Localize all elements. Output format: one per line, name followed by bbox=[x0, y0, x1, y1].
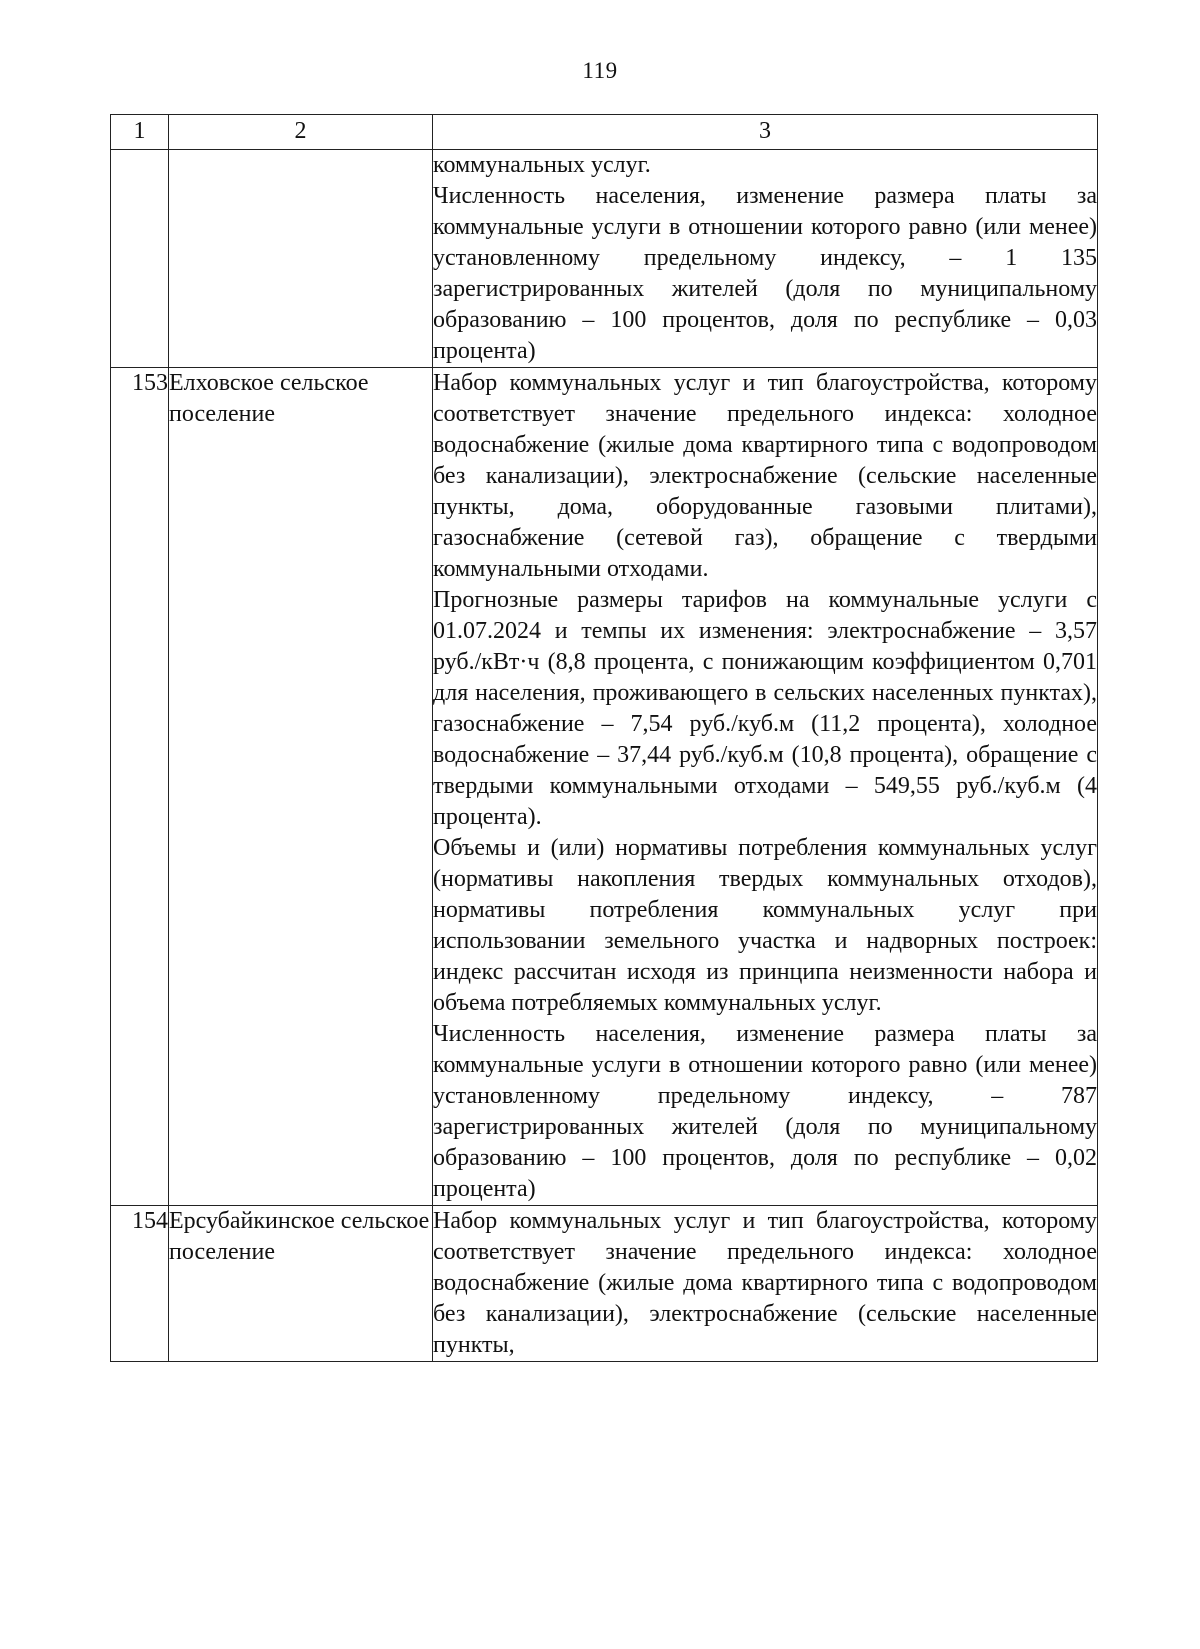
paragraph: Численность населения, изменение размера платы за коммунальные услуги в отношении которого равно (или менее) установленному предельному индексу, – 787 зарегистрированных жителей (доля по муниципальному образованию – 100 процентов, доля по республике – 0,02 процента) bbox=[433, 1021, 1097, 1202]
table-row bbox=[111, 1206, 1098, 1362]
settlement-name: Ерсубайкинское сельское поселение bbox=[169, 1206, 433, 1362]
paragraph: Объемы и (или) нормативы потребления коммунальных услуг (нормативы накопления твердых коммунальных отходов), нормативы потребления коммунальных услуг при использовании земельного участка и надворных построек: индекс рассчитан исходя из принципа неизменности набора и объема потребляемых коммунальных услуг. bbox=[433, 835, 1097, 1016]
table-header-row bbox=[111, 115, 1098, 150]
row-description bbox=[433, 150, 1098, 368]
table-row bbox=[111, 150, 1098, 368]
tariff-table bbox=[110, 114, 1098, 1362]
settlement-name: Елховское сельское поселение bbox=[169, 368, 433, 1206]
paragraph: Прогнозные размеры тарифов на коммунальные услуги с 01.07.2024 и темпы их изменения: электроснабжение – 3,57 руб./кВт·ч (8,8 процента, с понижающим коэффициентом 0,701 для населения, проживающего в сельских населенных пунктах), газоснабжение – 7,54 руб./куб.м (11,2 процента), холодное водоснабжение – 37,44 руб./куб.м (10,8 процента), обращение с твердыми коммунальными отходами – 549,55 руб./куб.м (4 процента). bbox=[433, 587, 1097, 830]
table-row bbox=[111, 368, 1098, 1206]
row-number: 154 bbox=[111, 1206, 169, 1362]
row-description bbox=[433, 1206, 1098, 1362]
page-number: 119 bbox=[582, 58, 618, 83]
row-description bbox=[433, 368, 1098, 1206]
row-number bbox=[111, 150, 169, 368]
paragraph: Набор коммунальных услуг и тип благоустройства, которому соответствует значение предельного индекса: холодное водоснабжение (жилые дома квартирного типа с водопроводом без канализации), электроснабжение (сельские населенные пункты, дома, оборудованные газовыми плитами), газоснабжение (сетевой газ), обращение с твердыми коммунальными отходами. bbox=[433, 370, 1097, 582]
settlement-name bbox=[169, 150, 433, 368]
paragraph: коммунальных услуг. bbox=[433, 152, 651, 178]
column-header-3: 3 bbox=[433, 115, 1098, 150]
column-header-1: 1 bbox=[111, 115, 169, 150]
paragraph: Набор коммунальных услуг и тип благоустройства, которому соответствует значение предельного индекса: холодное водоснабжение (жилые дома квартирного типа с водопроводом без канализации), электроснабжение (сельские населенные пункты, bbox=[433, 1208, 1097, 1358]
row-number: 153 bbox=[111, 368, 169, 1206]
paragraph: Численность населения, изменение размера платы за коммунальные услуги в отношении которого равно (или менее) установленному предельному индексу, – 1 135 зарегистрированных жителей (доля по муниципальному образованию – 100 процентов, доля по республике – 0,03 процента) bbox=[433, 183, 1097, 364]
column-header-2: 2 bbox=[169, 115, 433, 150]
